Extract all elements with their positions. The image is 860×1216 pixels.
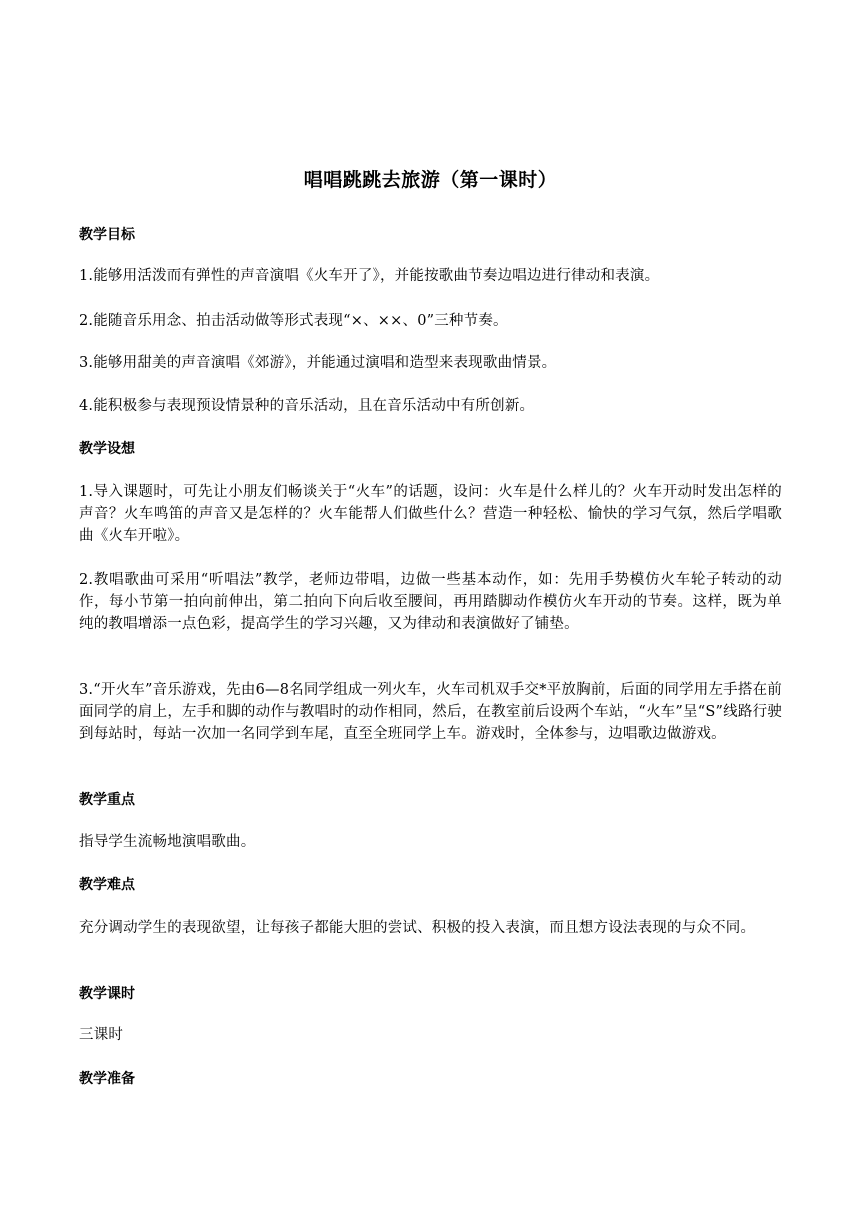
idea-item-1: 1.导入课题时，可先让小朋友们畅谈关于“火车”的话题，设问：火车是什么样儿的？火车开动时发出怎样的声音？火车鸣笛的声音又是怎样的？火车能帮人们做些什么？营造一种轻松、愉快的学习气氛，然后学唱歌曲《火车开啦》。 xyxy=(79,484,782,544)
idea-item-3: 3.“开火车”音乐游戏，先由6—8名同学组成一列火车，火车司机双手交*平放胸前，后面的同学用左手搭在前面同学的肩上，左手和脚的动作与教唱时的动作相同，然后，在教室前后设两个车站，“火车”呈“S”线路行驶到每站时，每站一次加一名同学到车尾，直至全班同学上车。游戏时，全体参与，边唱歌边做游戏。 xyxy=(79,682,782,742)
document-page xyxy=(79,0,782,1216)
objective-item-1: 1.能够用活泼而有弹性的声音演唱《火车开了》，并能按歌曲节奏边唱边进行律动和表演。 xyxy=(79,268,660,284)
heading-preparation: 教学准备 xyxy=(79,1071,135,1087)
objective-item-2: 2.能随音乐用念、拍击活动做等形式表现“×、××、0”三种节奏。 xyxy=(79,313,508,329)
difficulties-text: 充分调动学生的表现欲望，让每孩子都能大胆的尝试、积极的投入表演，而且想方设法表现的与众不同。 xyxy=(79,920,756,936)
periods-text: 三课时 xyxy=(79,1027,124,1043)
heading-objectives: 教学目标 xyxy=(79,227,135,243)
heading-key-points: 教学重点 xyxy=(79,792,135,808)
objective-item-4: 4.能积极参与表现预设情景种的音乐活动，且在音乐活动中有所创新。 xyxy=(79,398,535,414)
key-points-text: 指导学生流畅地演唱歌曲。 xyxy=(79,834,256,850)
heading-periods: 教学课时 xyxy=(79,986,135,1002)
idea-item-2: 2.教唱歌曲可采用“听唱法”教学，老师边带唱，边做一些基本动作，如：先用手势模仿火车轮子转动的动作，每小节第一拍向前伸出，第二拍向下向后收至腰间，再用踏脚动作模仿火车开动的节奏。这样，既为单纯的教唱增添一点色彩，提高学生的学习兴趣，又为律动和表演做好了铺垫。 xyxy=(79,572,782,632)
objective-item-3: 3.能够用甜美的声音演唱《郊游》，并能通过演唱和造型来表现歌曲情景。 xyxy=(79,355,557,371)
heading-ideas: 教学设想 xyxy=(79,441,135,457)
document-title: 唱唱跳跳去旅游（第一课时） xyxy=(303,169,558,191)
heading-difficulties: 教学难点 xyxy=(79,877,135,893)
